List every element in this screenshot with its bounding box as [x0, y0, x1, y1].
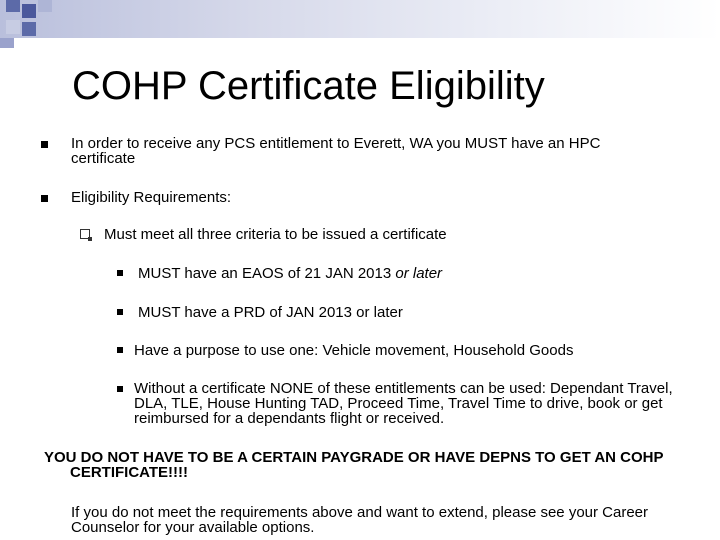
slide-title: COHP Certificate Eligibility — [72, 64, 545, 108]
decor-square — [22, 4, 36, 18]
bullet-icon — [117, 270, 123, 276]
criterion-eaos-italic: or later — [395, 265, 443, 282]
decor-square — [6, 20, 20, 34]
footer-note: If you do not meet the requirements above and want to extend, please see your Career Counselor for your available options. — [71, 504, 649, 536]
sub-bullet-criteria: Must meet all three criteria to be issued a certificate — [104, 226, 447, 243]
header-band — [0, 0, 720, 38]
bullet-icon — [117, 347, 123, 353]
decor-square — [22, 22, 36, 36]
criterion-eaos-text: MUST have an EAOS of 21 JAN 2013 — [138, 265, 396, 282]
paygrade-notice: YOU DO NOT HAVE TO BE A CERTAIN PAYGRADE OR HAVE DEPNS TO GET AN COHP CERTIFICATE!!!! — [44, 449, 664, 481]
bullet-pcs-entitlement: In order to receive any PCS entitlement to Everett, WA you MUST have an HPC certificate — [71, 135, 601, 167]
bullet-icon — [41, 141, 48, 148]
decor-square — [38, 0, 52, 12]
bullet-icon — [41, 195, 48, 202]
bullet-eligibility-requirements: Eligibility Requirements: — [71, 189, 232, 206]
decor-square — [6, 0, 20, 12]
criterion-eaos — [138, 266, 442, 281]
criterion-without-certificate: Without a certificate NONE of these entitlements can be used: Dependant Travel, DLA, TLE, House Hunting TAD, Proceed Time, Travel Time to drive, book or get reimbursed for a dependants flight or received. — [134, 380, 673, 427]
decor-square — [0, 38, 14, 48]
bullet-icon — [117, 309, 123, 315]
bullet-icon — [117, 386, 123, 392]
criterion-purpose: Have a purpose to use one: Vehicle movement, Household Goods — [134, 342, 574, 359]
hollow-square-icon — [80, 229, 90, 239]
criterion-prd: MUST have a PRD of JAN 2013 or later — [138, 304, 403, 321]
